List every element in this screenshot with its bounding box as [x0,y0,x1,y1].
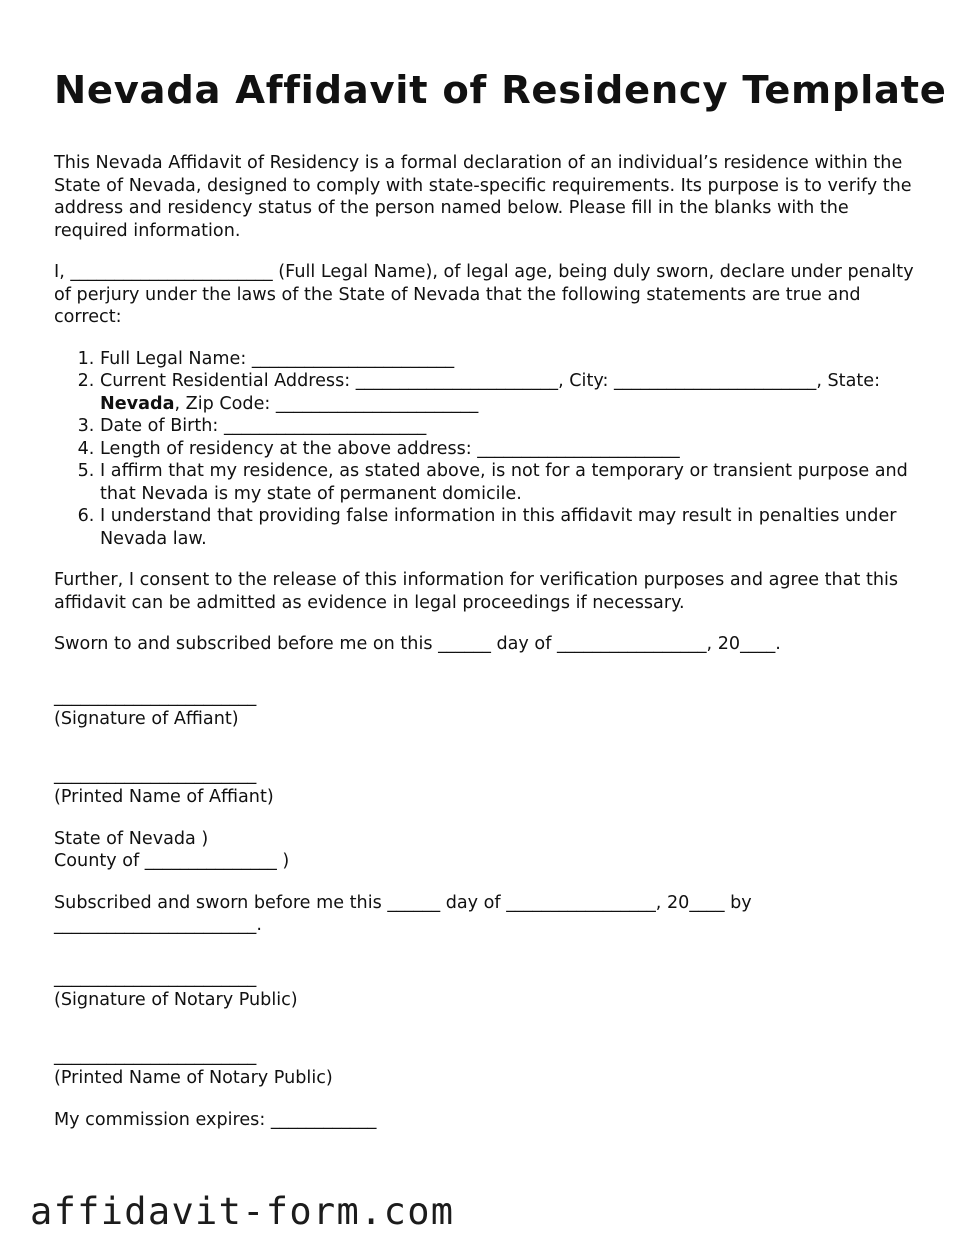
notary-signature-line[interactable]: _______________________ [54,967,257,988]
full-name-blank[interactable]: _______________________ [70,262,273,282]
sworn-line[interactable]: Sworn to and subscribed before me on this ______ day of _________________, 20____. [54,634,781,654]
intro-paragraph: This Nevada Affidavit of Residency is a formal declaration of an individual’s residence within the State of Nevada, designed to comply with state-specific requirements. Its purpose is to verify the address and residency status of the person named below. Please fill in the blanks with the required information. [54,153,912,241]
affiant-signature-line[interactable]: _______________________ [54,686,257,707]
commission-expires[interactable]: My commission expires: ____________ [54,1109,377,1130]
notary-signature-label: (Signature of Notary Public) [54,990,298,1010]
affiant-printed-label: (Printed Name of Affiant) [54,787,274,807]
zip-text: , Zip Code: _______________________ [174,393,479,414]
notary-printed-block [54,1045,924,1090]
affiant-printed-block [54,764,924,809]
statement-list [54,348,924,551]
address-text: Current Residential Address: _______________________, City: _______________________, State: [100,371,881,391]
affiant-printed-line[interactable]: _______________________ [54,764,257,785]
subscribed-paragraph [54,892,924,937]
statement-full-name[interactable]: 1. Full Legal Name: _______________________ [100,348,924,371]
affidavit-document [54,66,947,1150]
venue-state: State of Nevada ) [54,828,209,849]
statement-residency-length[interactable]: 4. Length of residency at the above address: _______________________ [100,438,924,461]
affiant-signature-label: (Signature of Affiant) [54,709,239,729]
declaration-paragraph [54,261,924,329]
site-watermark: affidavit-form.com [30,1190,455,1233]
notary-printed-label: (Printed Name of Notary Public) [54,1068,333,1088]
venue-county[interactable]: County of _______________ ) [54,851,290,871]
statement-address[interactable] [100,370,924,415]
statement-date-of-birth[interactable]: 3. Date of Birth: _______________________ [100,415,924,438]
declaration-suffix: (Full Legal Name), of legal age, being duly sworn, declare under penalty of perjury under the laws of the State of Nevada that the following statements are true and correct: [54,262,914,327]
subscribed-name-line[interactable]: _______________________. [54,915,262,935]
affiant-signature-block [54,686,924,731]
venue-block [54,828,924,873]
declaration-prefix: I, [54,262,71,282]
state-value: Nevada [100,393,175,414]
notary-printed-line[interactable]: _______________________ [54,1045,257,1066]
statement-domicile: 5. I affirm that my residence, as stated above, is not for a temporary or transient purpose and that Nevada is my state of permanent domicile. [100,460,924,505]
subscribed-text[interactable]: Subscribed and sworn before me this ______ day of _________________, 20____ by [54,892,752,913]
document-title: Nevada Affidavit of Residency Template [54,68,947,113]
notary-signature-block [54,967,924,1012]
consent-paragraph: Further, I consent to the release of this information for verification purposes and agree that this affidavit can be admitted as evidence in legal proceedings if necessary. [54,570,899,613]
statement-penalties: 6. I understand that providing false information in this affidavit may result in penalties under Nevada law. [100,505,924,550]
